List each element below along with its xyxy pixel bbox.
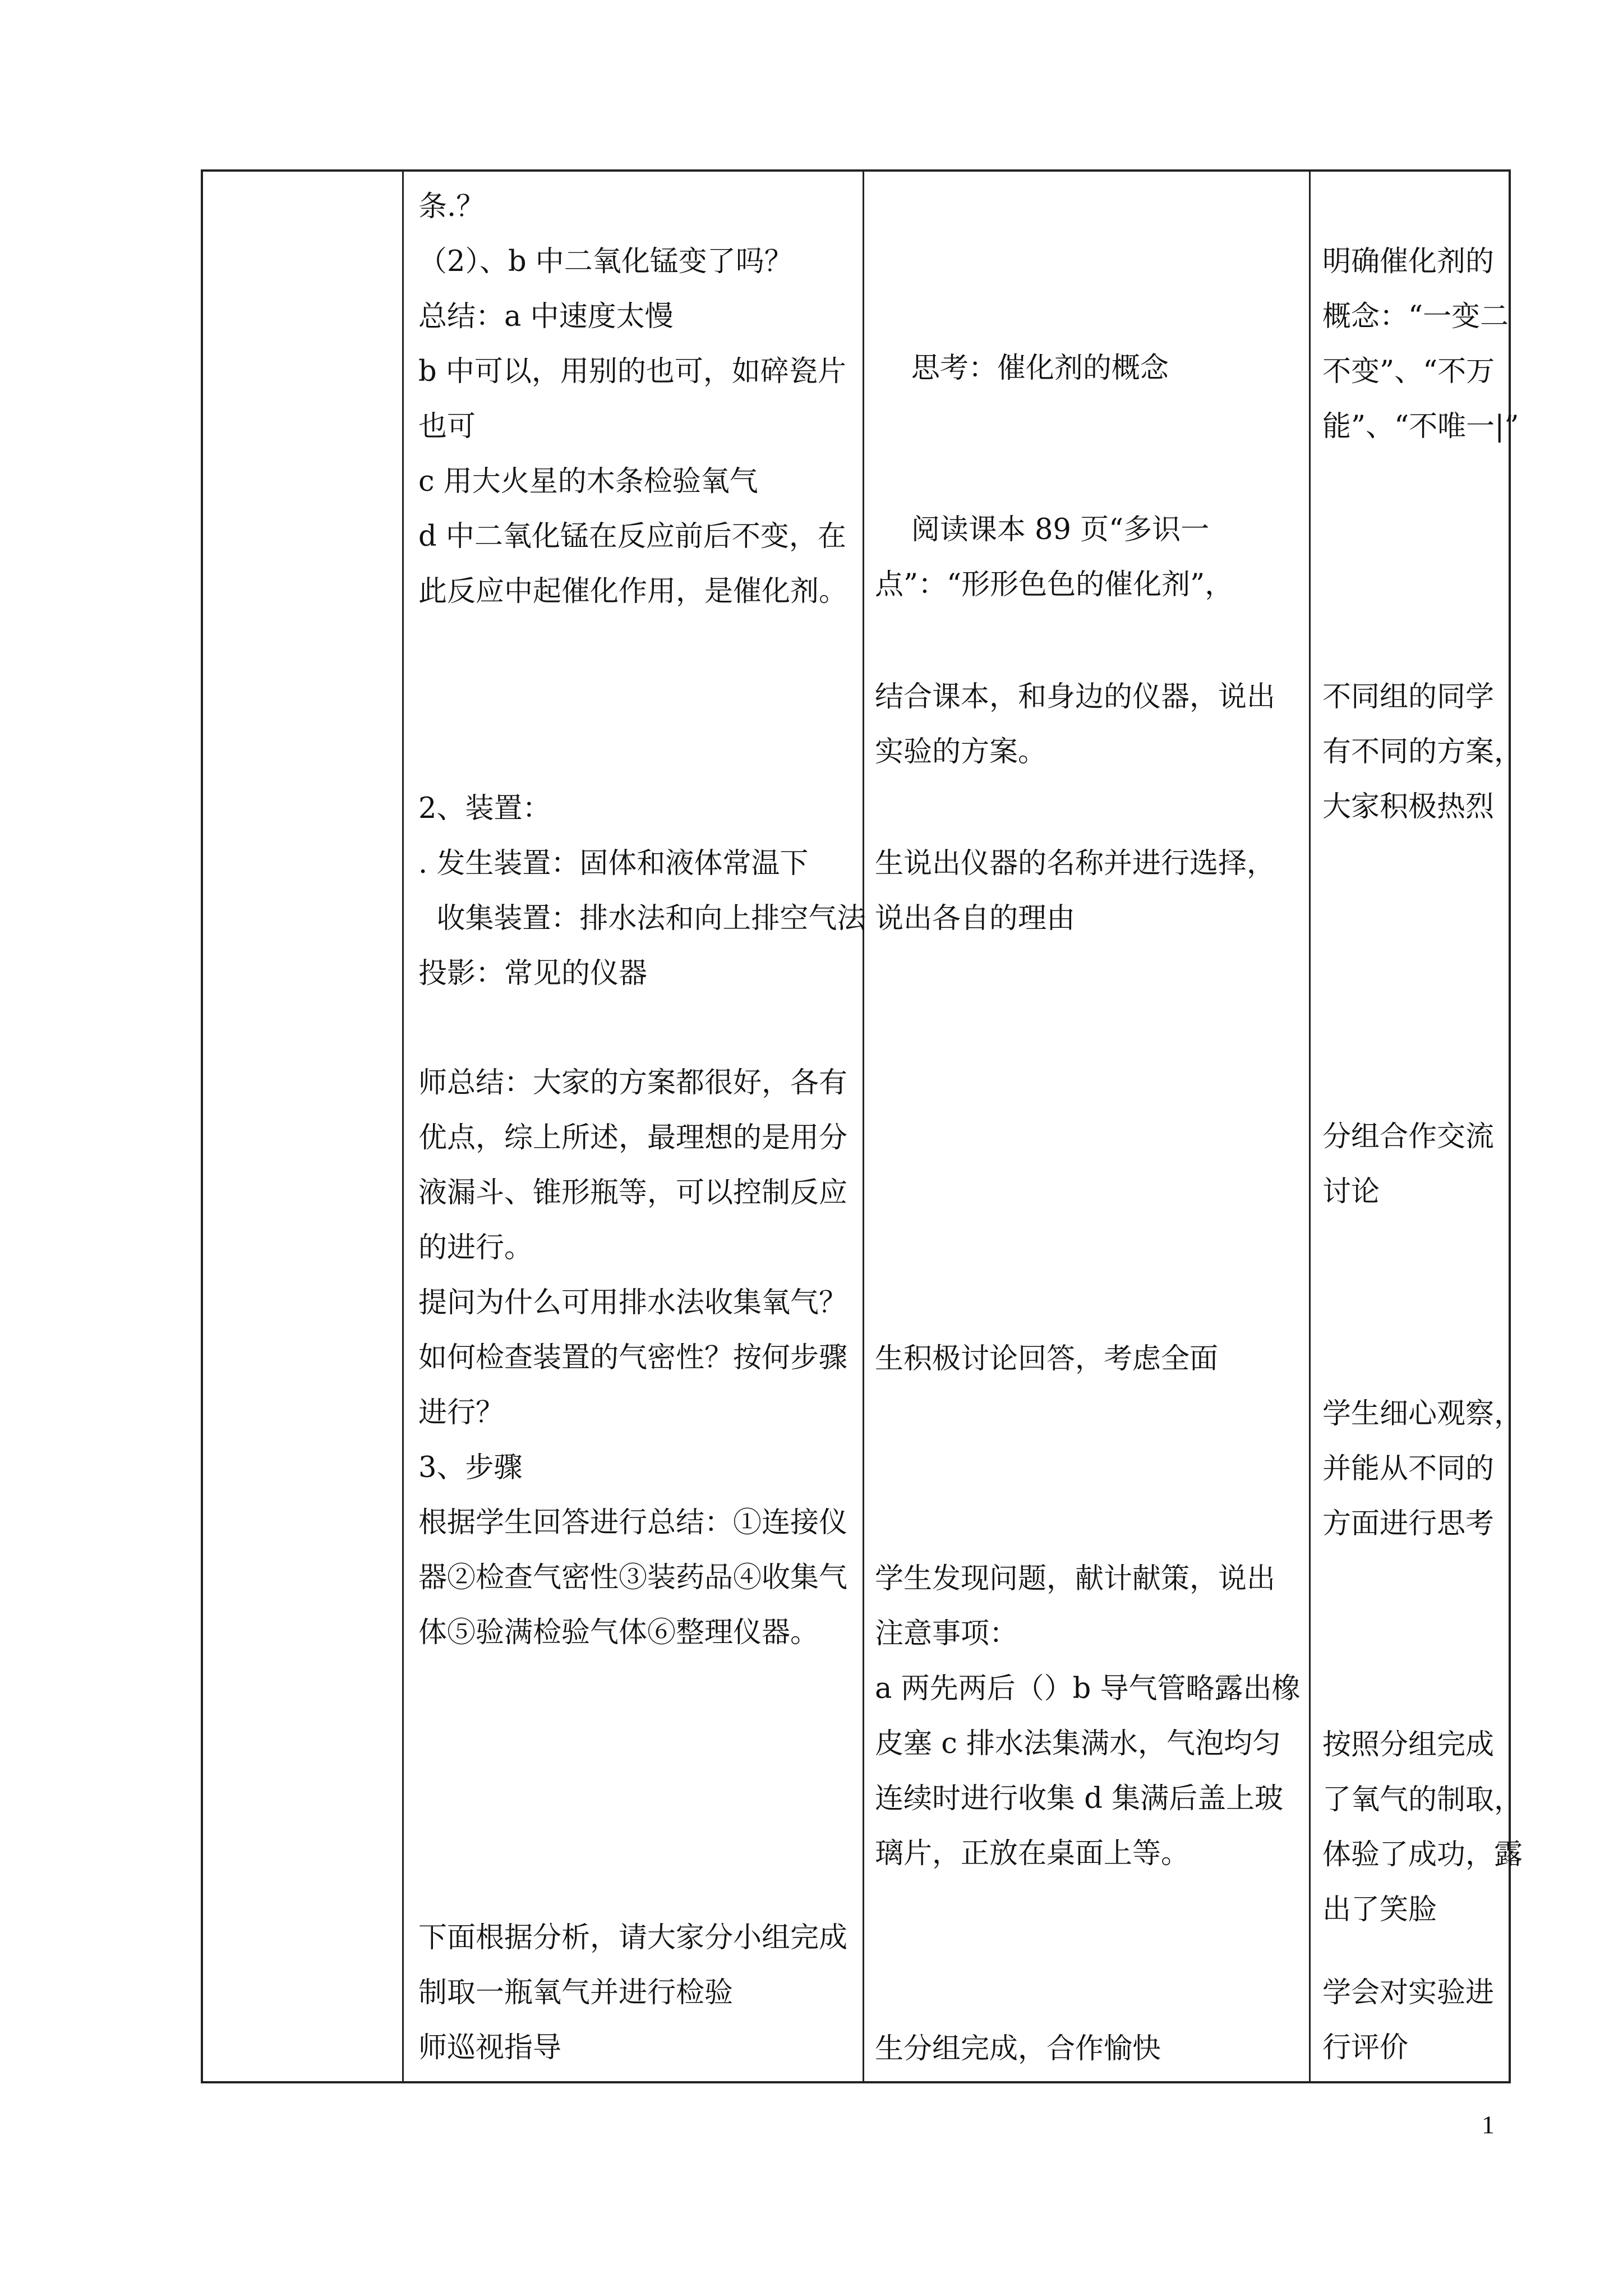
student-text-block	[875, 503, 1233, 613]
text-line: 皮塞 c 排水法集满水，气泡均匀	[875, 1727, 1281, 1760]
text-line: 如何检查装置的气密性？按何步骤	[418, 1341, 848, 1374]
text-line: 出了笑脸	[1322, 1893, 1437, 1926]
text-line: 行评价	[1322, 2031, 1409, 2064]
text-line: 注意事项：	[875, 1617, 1018, 1650]
text-line: 学会对实验进	[1322, 1976, 1495, 2009]
student-text-block	[875, 2022, 1161, 2077]
column-divider-1	[402, 172, 404, 2081]
text-line: 连续时进行收集 d 集满后盖上玻	[875, 1782, 1284, 1815]
text-line: 总结：a 中速度太慢	[418, 300, 674, 333]
column-divider-2	[863, 172, 864, 2081]
text-line: 体⑤验满检验气体⑥整理仪器。	[418, 1616, 819, 1649]
text-line: 讨论	[1322, 1175, 1380, 1208]
text-line: 璃片，正放在桌面上等。	[875, 1837, 1190, 1870]
intent-text-block	[1322, 1718, 1523, 1938]
text-line: 不变”、“不万	[1322, 355, 1495, 388]
teacher-text-block	[418, 1056, 847, 1660]
text-line: 有不同的方案，	[1322, 735, 1523, 769]
text-line: 思考：催化剂的概念	[875, 352, 1169, 385]
text-line: 能”、“不唯一|”	[1322, 410, 1519, 443]
text-line: 点”：“形形色色的催化剂”，	[875, 568, 1234, 601]
text-line: 师巡视指导	[418, 2031, 562, 2064]
text-line: 并能从不同的	[1322, 1452, 1495, 1485]
teacher-text-block	[418, 781, 865, 1001]
text-line: 收集装置：排水法和向上排空气法	[418, 902, 866, 935]
text-line: 液漏斗、锥形瓶等，可以控制反应	[418, 1176, 848, 1209]
text-line: 概念：“一变二	[1322, 300, 1509, 333]
text-line: 投影：常见的仪器	[418, 957, 648, 990]
text-line: d 中二氧化锰在反应前后不变，在	[418, 520, 846, 553]
text-line: 下面根据分析，请大家分小组完成	[418, 1921, 848, 1954]
text-line: （2）、b 中二氧化锰变了吗？	[418, 245, 793, 278]
text-line: 进行？	[418, 1396, 505, 1429]
text-line: 方面进行思考	[1322, 1507, 1495, 1540]
text-line: 学生细心观察，	[1322, 1397, 1523, 1430]
text-line: 生积极讨论回答，考虑全面	[875, 1342, 1219, 1375]
text-line: 实验的方案。	[875, 735, 1047, 769]
teacher-text-block	[418, 180, 847, 619]
intent-text-block	[1322, 670, 1523, 835]
student-text-block	[875, 1332, 1218, 1387]
text-line: 根据学生回答进行总结：①连接仪	[418, 1506, 848, 1539]
student-text-block	[875, 1552, 1300, 1881]
text-line: 分组合作交流	[1322, 1120, 1495, 1153]
text-line: 师总结：大家的方案都很好，各有	[418, 1066, 848, 1099]
intent-text-block	[1322, 234, 1519, 454]
text-line: 明确催化剂的	[1322, 245, 1495, 278]
text-line: 体验了成功，露	[1322, 1838, 1523, 1871]
text-line: 此反应中起催化作用，是催化剂。	[418, 575, 848, 608]
teacher-text-block	[418, 1911, 847, 2076]
text-line: 结合课本，和身边的仪器，说出	[875, 680, 1276, 714]
student-text-block	[875, 670, 1275, 780]
text-line: 学生发现问题，献计献策，说出	[875, 1562, 1276, 1595]
text-line: 生说出仪器的名称并进行选择，	[875, 847, 1276, 880]
text-line: b 中可以，用别的也可，如碎瓷片	[418, 355, 846, 388]
text-line: 2、装置：	[418, 792, 551, 825]
text-line: 优点，综上所述，最理想的是用分	[418, 1121, 848, 1154]
text-line: 生分组完成，合作愉快	[875, 2032, 1161, 2065]
text-line: 的进行。	[418, 1231, 533, 1264]
student-text-block	[875, 836, 1275, 946]
column-divider-3	[1309, 172, 1311, 2081]
text-line: 3、步骤	[418, 1451, 523, 1484]
text-line: 说出各自的理由	[875, 902, 1076, 935]
text-line: 提问为什么可用排水法收集氧气？	[418, 1286, 848, 1319]
lesson-plan-table	[201, 169, 1511, 2083]
text-line: 按照分组完成	[1322, 1728, 1495, 1761]
text-line: 也可	[418, 410, 476, 443]
text-line: 器②检查气密性③装药品④收集气	[418, 1561, 848, 1594]
text-line: 制取一瓶氧气并进行检验	[418, 1976, 734, 2009]
text-line: a 两先两后（）b 导气管略露出橡	[875, 1672, 1301, 1705]
intent-text-block	[1322, 1110, 1494, 1220]
text-line: 不同组的同学	[1322, 680, 1495, 714]
text-line: 了氧气的制取，	[1322, 1783, 1523, 1816]
text-line: 条.？	[418, 190, 485, 223]
intent-text-block	[1322, 1966, 1494, 2076]
text-line: . 发生装置：固体和液体常温下	[418, 847, 809, 880]
text-line: c 用大火星的木条检验氧气	[418, 465, 758, 498]
intent-text-block	[1322, 1387, 1523, 1552]
text-line: 大家积极热烈	[1322, 790, 1495, 823]
student-text-block	[875, 341, 1169, 396]
page-number: 1	[1482, 2110, 1495, 2139]
text-line: 阅读课本 89 页“多识一	[875, 513, 1210, 546]
